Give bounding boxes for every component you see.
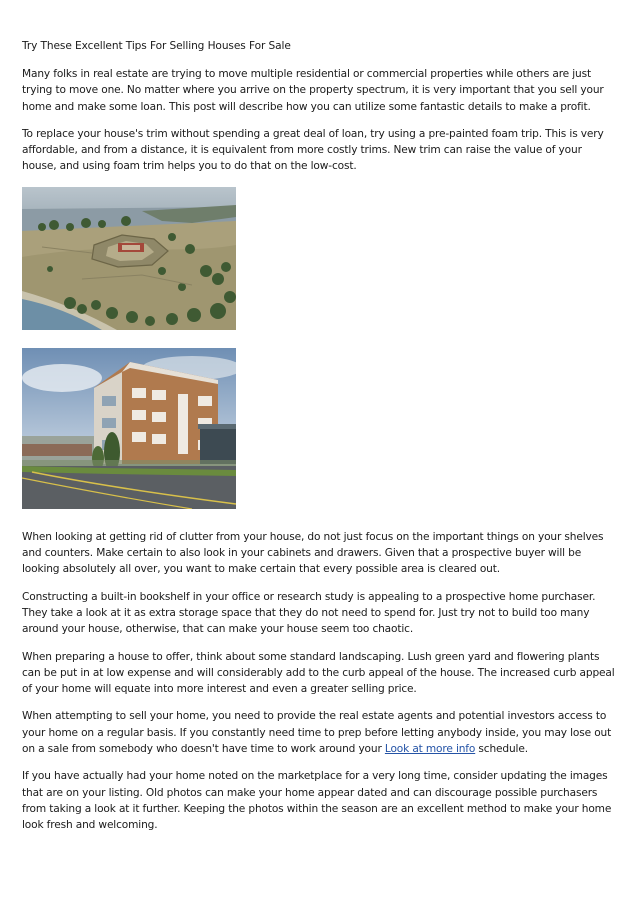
paragraph-landscaping: When preparing a house to offer, think about some standard landscaping. Lush green yard and flowering plants can be put in at low expense and will considerably add to the curb appeal of the house. The increased curb appeal of your home will equate into more interest and even a greater selling price. [22, 650, 615, 696]
apartment-building-illustration [22, 348, 236, 509]
look-at-more-info-link[interactable]: Look at more info [384, 743, 476, 756]
aerial-fort-illustration [22, 187, 236, 330]
aerial-fort-photo [22, 187, 236, 330]
paragraph-intro: Many folks in real estate are trying to move multiple residential or commercial properties while others are just trying to move one. No matter where you arrive on the property spectrum, it is very important that you sell your home and make some loan. This post will describe how you can utilize some fantastic details to make a profit. [22, 68, 604, 113]
paragraph-bookshelf: Constructing a built-in bookshelf in your office or research study is appealing to a prospective home purchaser. They take a look at it as extra storage space that they do not need to spend for. Just try not to build too many around your house, otherwise, that can make your house seem too chaotic. [22, 590, 596, 636]
paragraph-access-text-after: schedule. [475, 743, 528, 756]
paragraph-access-text-before: When attempting to sell your home, you need to provide the real estate agents and potential investors access to your home on a regular basis. If you constantly need time to prep before letting anybody inside, you may lose out on a sale from somebody who doesn't have time to work around your [22, 710, 612, 756]
apartment-building-photo [22, 348, 236, 509]
document-title: Try These Excellent Tips For Selling Houses For Sale [22, 40, 291, 52]
paragraph-photos: If you have actually had your home noted on the marketplace for a very long time, consider updating the images that are on your listing. Old photos can make your home appear dated and can discourage possible purchasers from taking a look at it further. Keeping the photos within the season are an excellent method to make your home look fresh and welcoming. [22, 770, 612, 832]
paragraph-trim: To replace your house's trim without spending a great deal of loan, try using a pre-painted foam trip. This is very affordable, and from a distance, it is equivalent from more costly trims. New trim can raise the value of your house, and using foam trim helps you to do that on the low-cost. [22, 127, 604, 173]
paragraph-clutter: When looking at getting rid of clutter from your house, do not just focus on the important things on your shelves and counters. Make certain to also look in your cabinets and drawers. Given that a prospective buyer will be looking absolutely all over, you want to make certain that every possible area is cleared out. [22, 530, 604, 576]
document-page [22, 38, 618, 845]
paragraph-access [22, 708, 618, 757]
